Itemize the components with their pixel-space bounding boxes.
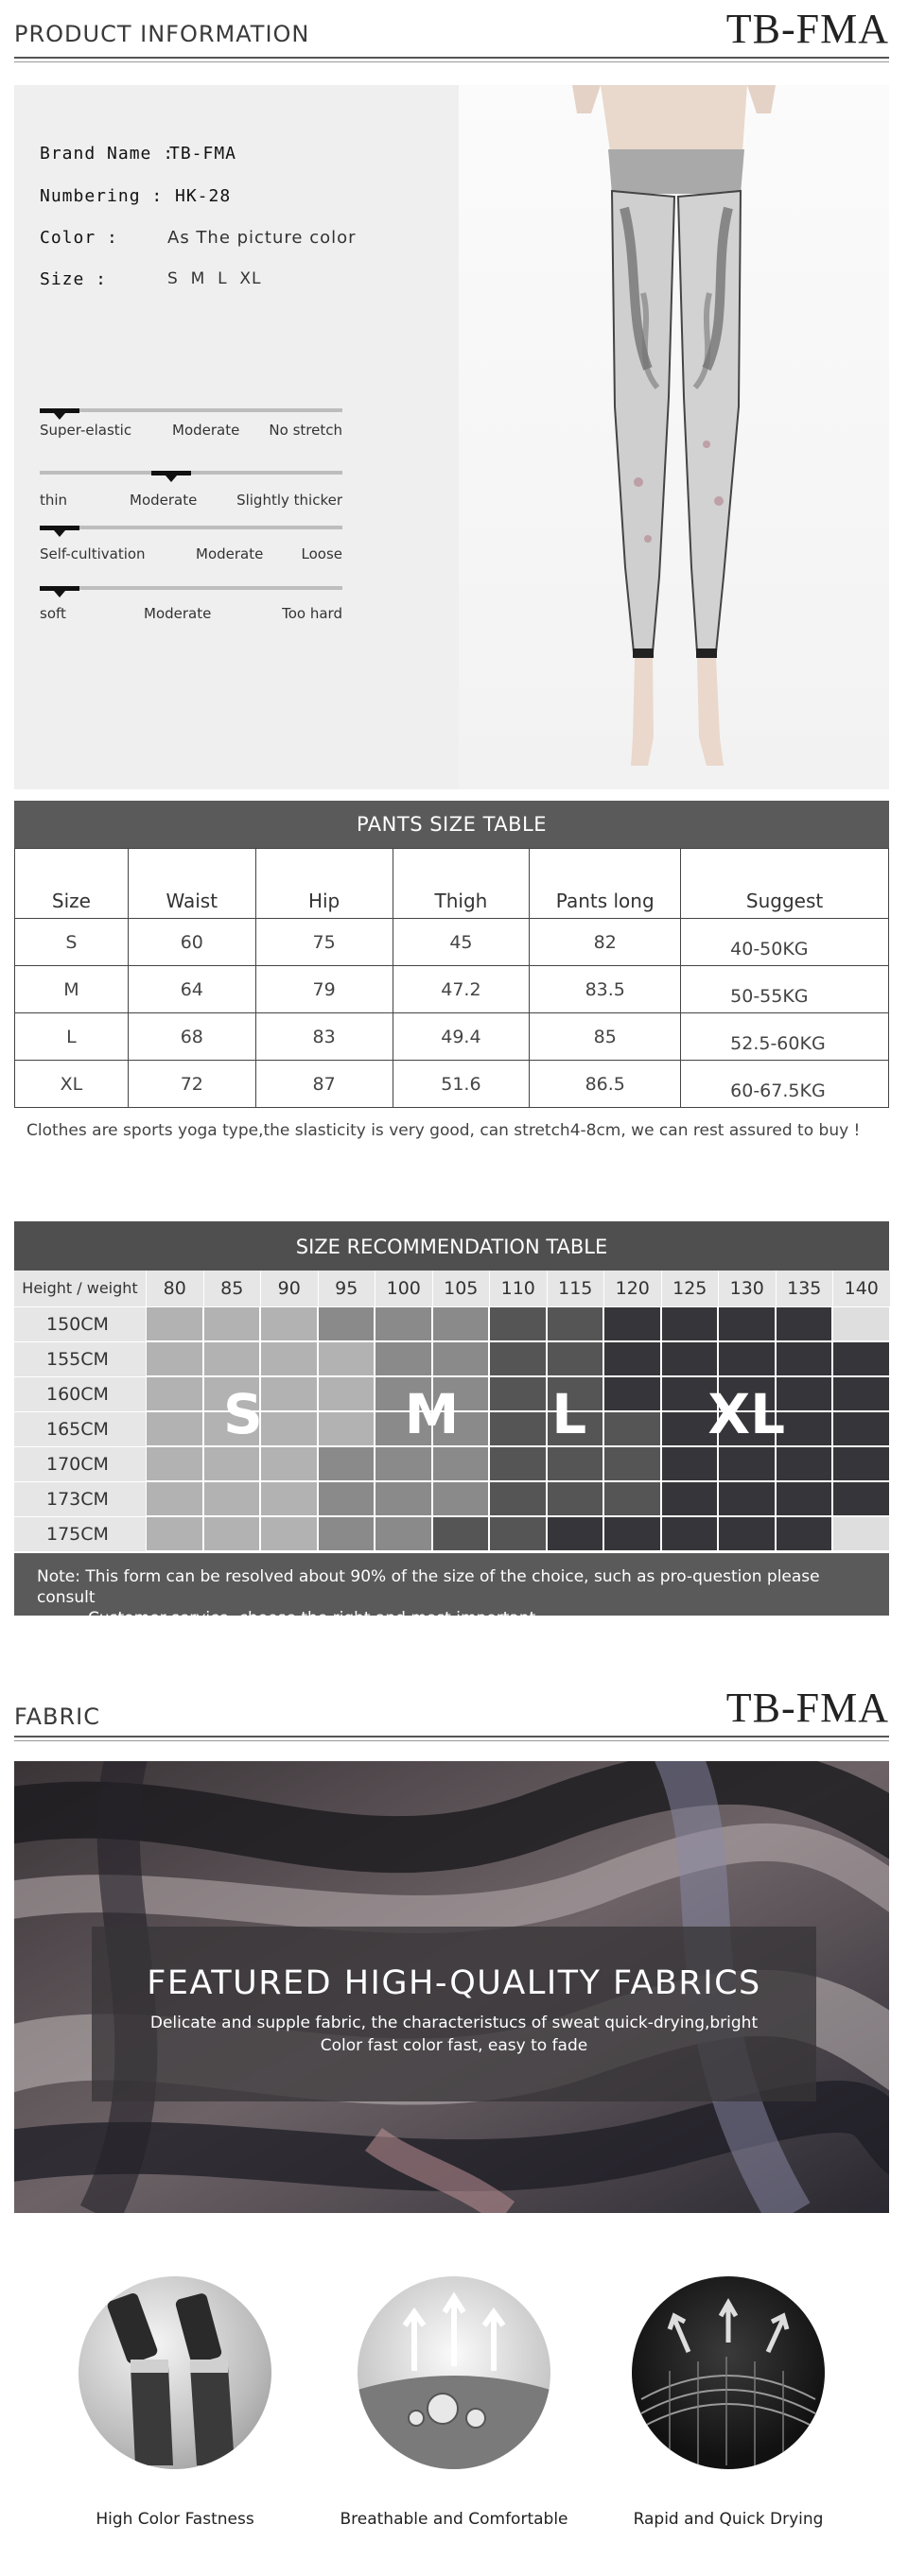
table-row [15,919,889,966]
table-cell: 64 [128,966,255,1013]
fabric-banner [14,1761,889,2213]
stretch-note: Clothes are sports yoga type,the slasticity is very good, can stretch4-8cm, we can rest assured to buy ! [26,1121,861,1140]
size-cell-s [203,1481,261,1516]
size-cell-xl [661,1306,719,1341]
size-cell-s [318,1341,375,1376]
size-cell-xl [832,1341,890,1376]
height-header: 160CM [14,1376,146,1411]
size-cell-xl [718,1446,776,1481]
height-header: 150CM [14,1306,146,1341]
feature-color-fastness [43,2276,307,2529]
scale-label: Moderate [130,492,198,509]
divider [14,1740,889,1741]
table-cell: 51.6 [393,1061,530,1108]
size-cell-m [432,1481,490,1516]
numbering-row [40,186,232,206]
table-cell: 82 [530,919,681,966]
scale-label: Moderate [196,545,264,562]
height-header: 165CM [14,1411,146,1446]
scale-label: Super-elastic [40,422,132,439]
size-cell-l [489,1306,547,1341]
table-cell: 60 [128,919,255,966]
column-header: Pants long [530,849,681,919]
column-header: Hip [255,849,393,919]
weight-header: 130 [718,1271,776,1306]
table-cell: 87 [255,1061,393,1108]
scale-label: thin [40,492,68,509]
size-cell-m [375,1341,432,1376]
size-cell-s [260,1446,318,1481]
pants-size-table [14,801,889,1140]
table-title: PANTS SIZE TABLE [14,801,889,848]
attr-key: Color : [40,228,118,248]
column-header: Suggest [681,849,889,919]
weight-header: 80 [146,1271,203,1306]
paint-brush-icon [79,2276,271,2469]
size-zone-label: S [222,1382,263,1447]
size-cell-xl [832,1481,890,1516]
table-cell: 72 [128,1061,255,1108]
attr-key: Brand Name : [40,144,175,164]
table-cell: 50-55KG [681,966,889,1013]
size-cell-m [318,1481,375,1516]
size-cell-xl [661,1481,719,1516]
size-cell-xl [661,1341,719,1376]
scale-label: Self-cultivation [40,545,146,562]
scale-label: Moderate [172,422,240,439]
table-cell: 85 [530,1013,681,1061]
attr-key: Numbering : [40,186,164,206]
size-cell-l [547,1446,604,1481]
weight-header: 120 [603,1271,661,1306]
size-cell-l [489,1481,547,1516]
scale-label: No stretch [269,422,342,439]
size-cell-xl [832,1446,890,1481]
size-cell-xl [718,1481,776,1516]
weight-header: 90 [260,1271,318,1306]
table-title: SIZE RECOMMENDATION TABLE [14,1221,889,1271]
size-cell-xl [661,1446,719,1481]
table-row [15,1013,889,1061]
size-cell-xl [832,1411,890,1446]
attr-value: S M L XL [167,269,262,288]
size-zone-label: M [404,1382,460,1447]
size-cell-s [260,1481,318,1516]
weight-header: 100 [375,1271,432,1306]
size-cell-s [146,1306,203,1341]
size-cell-l [547,1341,604,1376]
size-cell-xl [776,1306,833,1341]
weight-header: 125 [661,1271,719,1306]
recommendation-grid [14,1271,889,1553]
weight-header: 105 [432,1271,490,1306]
brand-logo-text: TB-FMA [725,6,889,52]
scale-track [40,526,342,529]
table-header-row [15,849,889,919]
table-cell: 49.4 [393,1013,530,1061]
table-cell: M [15,966,129,1013]
banner-title: FEATURED HIGH-QUALITY FABRICS [147,1964,761,2002]
product-attributes [14,85,459,789]
size-cell-s [203,1516,261,1551]
size-cell-m [375,1481,432,1516]
scale-track [40,471,342,475]
size-cell-l [489,1516,547,1551]
size-cell-xl [603,1341,661,1376]
table-cell: L [15,1013,129,1061]
size-cell-s [260,1516,318,1551]
size-cell-m [432,1446,490,1481]
scale-track [40,408,342,412]
size-cell-xl [661,1516,719,1551]
feature-caption: Breathable and Comfortable [340,2510,568,2529]
size-cell-xl [718,1306,776,1341]
column-header: Waist [128,849,255,919]
size-cell-xl [547,1516,604,1551]
attr-key: Size : [40,269,108,289]
size-cell-s [146,1341,203,1376]
table-row [15,966,889,1013]
size-cell-xl [603,1306,661,1341]
table-cell: 79 [255,966,393,1013]
section-title: PRODUCT INFORMATION [14,21,310,47]
fabric-header [14,1675,889,1741]
size-cell-xl [776,1516,833,1551]
table-cell: 86.5 [530,1061,681,1108]
size-cell-m [432,1341,490,1376]
size-cell-xl [776,1446,833,1481]
size-cell-m [375,1446,432,1481]
scale-pointer-icon [54,530,65,537]
table-cell: 68 [128,1013,255,1061]
feature-quick-drying [596,2276,861,2529]
size-cell-s [146,1446,203,1481]
size-cell-s [318,1376,375,1411]
size-cell-l [603,1446,661,1481]
size-cell-s [260,1306,318,1341]
table-row [15,1061,889,1108]
leggings-illustration [459,85,889,789]
height-header: 170CM [14,1446,146,1481]
size-cell-s [318,1411,375,1446]
fabric-feature-box [92,1927,816,2101]
size-cell-xl [776,1341,833,1376]
table-cell: 60-67.5KG [681,1061,889,1108]
banner-text-line: Color fast color fast, easy to fade [320,2036,588,2055]
size-zone-label: L [551,1382,587,1447]
grid-corner-label: Height / weight [14,1271,146,1306]
weight-header: 95 [318,1271,375,1306]
height-header: 173CM [14,1481,146,1516]
table-cell: XL [15,1061,129,1108]
attr-value: HK-28 [175,186,232,206]
size-cell-l [547,1306,604,1341]
size-cell-s [203,1341,261,1376]
size-cell-xl [718,1516,776,1551]
size-cell-l [547,1481,604,1516]
size-cell-m [375,1516,432,1551]
size-cell-l [432,1516,490,1551]
scale-label: Moderate [144,605,212,622]
size-cell-s [203,1446,261,1481]
table-cell: 83.5 [530,966,681,1013]
product-information-header [14,0,889,62]
size-cell-xl [832,1376,890,1411]
weight-header: 110 [489,1271,547,1306]
table-cell: 75 [255,919,393,966]
column-header: Thigh [393,849,530,919]
brand-name-row [40,144,237,164]
brand-logo-text: TB-FMA [725,1685,889,1731]
section-title: FABRIC [14,1703,100,1730]
table-cell: 52.5-60KG [681,1013,889,1061]
weight-header: 135 [776,1271,833,1306]
size-cell-m [432,1306,490,1341]
size-cell-l [603,1481,661,1516]
weight-header: 85 [203,1271,261,1306]
size-cell-m [318,1306,375,1341]
color-row [40,228,357,248]
scale-pointer-icon [166,475,177,482]
table-cell: S [15,919,129,966]
divider [14,61,889,62]
mesh-arrows-icon [632,2276,825,2469]
size-cell-s [203,1306,261,1341]
size-recommendation-table [14,1221,889,1628]
table-cell: 47.2 [393,966,530,1013]
size-cell-s [146,1516,203,1551]
size-cell-l [489,1446,547,1481]
scale-pointer-icon [54,413,65,420]
size-zone-label: XL [707,1382,786,1447]
size-cell-m [318,1516,375,1551]
size-cell-s [146,1481,203,1516]
feature-caption: High Color Fastness [96,2510,254,2529]
scale-track [40,586,342,590]
note-line: Note: This form can be resolved about 90% of the size of the choice, such as pro-question please consult [37,1567,820,1607]
weight-header: 115 [547,1271,604,1306]
size-cell-none [832,1516,890,1551]
product-info-panel [14,85,889,789]
size-cell-none [832,1306,890,1341]
height-header: 155CM [14,1341,146,1376]
size-cell-m [375,1306,432,1341]
divider [14,57,889,59]
water-drops-icon [358,2276,550,2469]
table-cell: 83 [255,1013,393,1061]
attr-value: TB-FMA [169,144,237,164]
scale-label: Slightly thicker [236,492,342,509]
note-line: Customer service, choose the right and most important. [88,1609,541,1628]
size-table [14,848,889,1108]
table-cell: 40-50KG [681,919,889,966]
size-cell-m [318,1446,375,1481]
size-cell-l [489,1341,547,1376]
scale-label: soft [40,605,66,622]
divider [14,1736,889,1738]
size-cell-xl [718,1341,776,1376]
column-header: Size [15,849,129,919]
banner-text-line: Delicate and supple fabric, the characteristucs of sweat quick-drying,bright [149,2014,759,2032]
height-header: 175CM [14,1516,146,1551]
size-cell-xl [603,1516,661,1551]
table-cell: 45 [393,919,530,966]
size-row [40,269,262,289]
feature-breathable [322,2276,586,2529]
scale-pointer-icon [54,591,65,597]
product-photo [459,85,889,789]
weight-header: 140 [832,1271,890,1306]
feature-caption: Rapid and Quick Drying [633,2510,824,2529]
scale-label: Too hard [282,605,342,622]
size-cell-s [260,1341,318,1376]
recommendation-note [14,1553,889,1628]
scale-label: Loose [301,545,342,562]
attr-value: As The picture color [167,228,357,248]
size-cell-xl [776,1481,833,1516]
